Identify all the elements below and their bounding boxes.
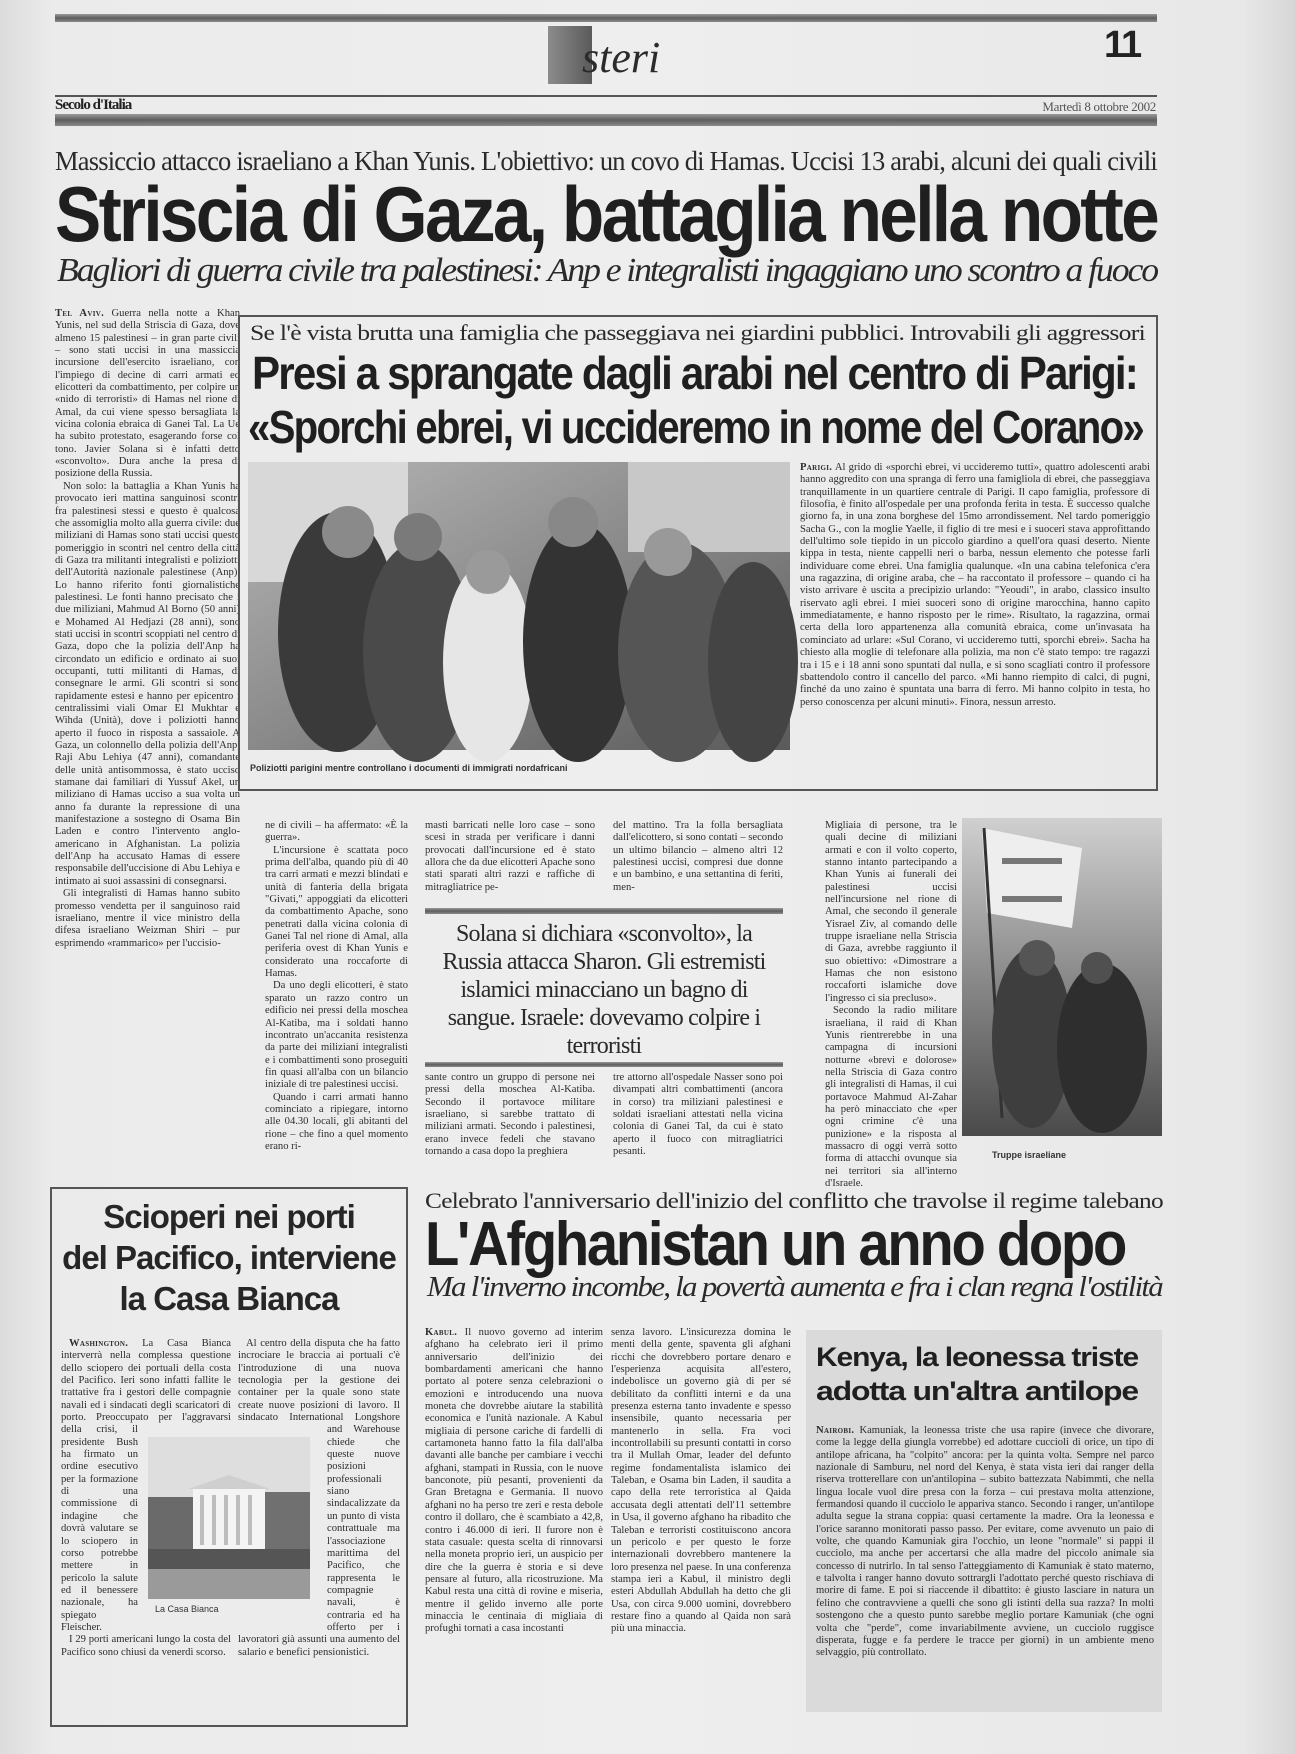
pull-quote: Solana si dichiara «sconvolto», la Russia attacca Sharon. Gli estremisti islamici minacciano un bagno di sangue. Israele: dovevamo colpire i terroristi bbox=[442, 921, 766, 1059]
paragraph: L'incursione è scattata poco prima dell'alba, quando più di 40 tra carri armati e mezzi blindati e unità di fanteria della brigata "Givati," appoggiati da elicotteri da combattimento Apache, sono penetrati dalla vicina colonia di Ganei Tal nel rione di Amal, alla periferia ovest di Khan Yunis e considerato una roccaforte di Hamas. bbox=[265, 844, 408, 980]
paris-photo-caption: Poliziotti parigini mentre controllano i documenti di immigrati nordafricani bbox=[250, 763, 568, 773]
paragraph: sante contro un gruppo di persone nei pressi della moschea Al-Katiba. Secondo il portavoce militare israeliano, si sarebbe trattato di miliziani armati. Secondo i palestinesi, erano invece fedeli che stavano tornando a casa dopo la preghiera bbox=[425, 1072, 595, 1158]
main-story-column-4-top bbox=[613, 820, 783, 896]
issue-date: Martedì 8 ottobre 2002 bbox=[1042, 99, 1156, 114]
washington-headline-line: la Casa Bianca bbox=[119, 1280, 339, 1317]
dateline: Washington. bbox=[69, 1338, 129, 1349]
pull-quote-bottom-bar bbox=[425, 1062, 783, 1067]
main-story-column-4-bottom bbox=[613, 1072, 783, 1166]
paragraph: Secondo la radio militare israeliana, il raid di Khan Yunis rientrerebbe in una campagna di incursioni notturne «brevi e dolorose» nella Striscia di Gaza contro gli integralisti di Hamas, il cui portavoce Mahmud Al-Zahar ha però minacciato che «per ogni crimine c'è una punizione» e la risposta al massacro di oggi verrà sotto forma di attacchi ovunque sia nei territori sia all'interno d'Israele. bbox=[825, 1005, 957, 1189]
paragraph: Gli integralisti di Hamas hanno subito promesso vendetta per il sanguinoso raid israeliano, mentre il vice ministro della difesa israeliano Weizman Shiri – pur esprimendo «rammarico» per l'uccisio- bbox=[55, 888, 240, 949]
pull-quote-top-bar bbox=[425, 908, 783, 914]
photo-wrap-spacer bbox=[238, 1425, 327, 1632]
masthead-rule bbox=[55, 95, 1157, 97]
paragraph: La Casa Bianca interverrà nella complessa questione dello sciopero dei portuali della costa del Pacifico. Ieri sono infatti fallite le trattative fra i gestori delle compagnie navali ed i sindacati degli scaricatori di porto. Preoccupato per l'aggravarsi della crisi, il presidente Bush ha firmato un ordine esecutivo per la formazione di una commissione di indagine che dovrà valutare se lo sciopero in corso potrebbe mettere in pericolo la salute ed il benessere nazionale, ha spiegato Fleischer. bbox=[61, 1338, 231, 1633]
troops-photo-caption: Truppe israeliane bbox=[992, 1150, 1067, 1160]
paragraph: Quando i carri armati hanno cominciato a ripiegare, intorno alle 04.30 locali, gli abitanti del rione – che fino a quel momento erano ri- bbox=[265, 1091, 408, 1152]
paragraph: senza lavoro. L'insicurezza domina le menti della gente, spaventa gli afghani ricchi che dovrebbero portare denaro e l'esperienza acquisita all'estero, indebolisce un governo già di per sé debilitato da conflitti interni e da una presenza esterna tanto invadente e spesso insensibile, quanto necessaria per mantenerlo in sella. Fra voci incontrollabili su presunti contatti in corso tra il Mullah Omar, leader del defunto regime fondamentalista islamico dei Taleban, e Osama bin Laden, il saudita a capo della rete terroristica al Qaida accusata degli attentati dell'11 settembre in Usa, il governo afghano ha ribadito che Taleban e terroristi costituiscono ancora un pericolo e per questo le forze internazionali dovrebbero mantenere la loro presenza nel paese. In una conferenza stampa ieri a Kabul, il ministro degli esteri Abdullah Abdullah ha detto che gli Usa, con circa 9.000 uomini, dovrebbero restare fino a quando al Qaida non sarà più una minaccia. bbox=[611, 1327, 791, 1635]
paragraph: del mattino. Tra la folla bersagliata dall'elicottero, si sono contati – secondo un ultimo bilancio – almeno altri 12 palestinesi uccisi, compresi due donne e un bambino, e una settantina di feriti, men- bbox=[613, 820, 783, 893]
afghan-subhead: Ma l'inverno incombe, la povertà aumenta e fra i clan regna l'ostilità bbox=[427, 1272, 1162, 1303]
paris-police-photo bbox=[248, 462, 790, 750]
paragraph: Guerra nella notte a Khan Yunis, nel sud della Striscia di Gaza, dove almeno 15 palestinesi – in gran parte civili – sono stati uccisi in una massiccia incursione dell'esercito israeliano, con l'impiego di decine di carri armati ed elicotteri da combattimento, per colpire un «nido di terroristi» di Hamas nel rione di Amal, da cui viene spesso bersagliata la vicina colonia ebraica di Ganei Tal. La Ue ha subito protestato, esagerando forse col tono. Javier Solana si è infatti detto «sconvolto». Dura anche la presa di posizione della Russia. bbox=[55, 308, 240, 480]
paragraph: masti barricati nelle loro case – sono scesi in strada per verificare i danni provocati dall'incursione ed è stato allora che da due elicotteri Apache sono stati sparati altri razzi e raffiche di mitragliatrice pe- bbox=[425, 820, 595, 893]
paragraph: ne di civili – ha affermato: «È la guerra». bbox=[265, 820, 408, 844]
main-story-column-5 bbox=[825, 820, 957, 1189]
dateline: Tel Aviv. bbox=[55, 308, 105, 319]
paris-headline-line-2: «Sporchi ebrei, vi uccideremo in nome del Corano» bbox=[248, 401, 1143, 453]
main-headline: Striscia di Gaza, battaglia nella notte bbox=[55, 170, 1157, 258]
main-story-column-3-bottom bbox=[425, 1072, 595, 1166]
main-story-column-3-top bbox=[425, 820, 595, 896]
dateline: Nairobi. bbox=[816, 1425, 855, 1436]
main-story-column-2 bbox=[265, 820, 408, 1166]
afghan-headline: L'Afghanistan un anno dopo bbox=[425, 1210, 1125, 1279]
kenya-story-body bbox=[816, 1425, 1154, 1705]
main-story-column-1 bbox=[55, 308, 240, 1166]
dateline: Kabul. bbox=[425, 1327, 458, 1338]
top-rule bbox=[55, 14, 1157, 22]
main-kicker: Massiccio attacco israeliano a Khan Yunis. L'obiettivo: un covo di Hamas. Uccisi 13 arabi, alcuni dei quali civili bbox=[55, 146, 1157, 176]
paragraph: tre attorno all'ospedale Nasser sono poi divampati altri combattimenti (ancora in corso) tra miliziani palestinesi e soldati israeliani attestati nella vicina colonia di Ganei Tal, da cui è stato aperto il fuoco con mitragliatrici pesanti. bbox=[613, 1072, 783, 1158]
paris-kicker: Se l'è vista brutta una famiglia che passeggiava nei giardini pubblici. Introvabili gli aggressori bbox=[250, 320, 1145, 345]
washington-headline-line: del Pacifico, interviene bbox=[62, 1239, 396, 1276]
paragraph: Migliaia di persone, tra le quali decine di miliziani armati e con il volto coperto, stanno intanto partecipando a Khan Yunis ai funerali dei palestinesi uccisi nell'incursione nel rione di Amal, che secondo il generale Yisrael Ziv, al comando delle truppe israeliane nella Striscia di Gaza, avrebbe raggiunto il suo obiettivo: «Dimostrare a Hamas che non esistono roccaforti islamiche dove l'ingresso ci sia precluso». bbox=[825, 820, 957, 1004]
paragraph: Al centro della disputa che ha fatto incrociare le braccia ai portuali c'è l'introduzione di una nuova tecnologia per la gestione dei container per la quale sono state create nuove posizioni di lavoro. Il sindacato International Longshore and Warehouse chiede che queste nuove posizioni professionali siano sindacalizzate da un punto di vista contrattuale ma l'associazione marittima del Pacifico, che rappresenta le compagnie navali, è contraria ed ha offerto per i lavoratori già assunti una aumento del salario e benefici pensionistici. bbox=[238, 1338, 400, 1658]
page-number: 11 bbox=[1104, 24, 1141, 66]
kenya-headline-line-1: Kenya, la leonessa triste bbox=[816, 1342, 1138, 1372]
paris-story-body bbox=[800, 462, 1150, 784]
kenya-headline-line-2: adotta un'altra antilope bbox=[816, 1376, 1138, 1406]
paragraph: Da uno degli elicotteri, è stato sparato un razzo contro un edificio nei pressi della moschea Al-Katiba, ma i soldati hanno incontrato un'accanita resistenza da parte dei miliziani integralisti e i combattimenti sono proseguiti fin quasi all'alba con un bilancio iniziale di tre palestinesi uccisi. bbox=[265, 980, 408, 1091]
paragraph: I 29 porti americani lungo la costa del Pacifico sono chiusi da venerdì scorso. bbox=[61, 1634, 231, 1658]
washington-column-1 bbox=[61, 1338, 231, 1659]
afghan-column-1 bbox=[425, 1327, 603, 1735]
section-rest: steri bbox=[582, 33, 661, 82]
masthead-bottom-bar bbox=[55, 114, 1157, 126]
afghan-column-2 bbox=[611, 1327, 791, 1735]
paragraph: Al grido di «sporchi ebrei, vi uccideremo tutti», quattro adolescenti arabi hanno aggredito con una spranga di ferro una famigliola di ebrei, che passeggiava tranquillamente in un quartiere centrale di Parigi. Il capo famiglia, professore di filosofia, è finito all'ospedale per una profonda ferita in testa. È successo qualche giorno fa, in una zona borghese del 15mo arrondissement. Nel tardo pomeriggio Sacha G., con la moglie Yaelle, il figlio di tre mesi e i suoceri stava approfittando dell'ultimo sole tiepido in un piccolo giardino a quell'ora quasi deserto. Niente kippa in testa, niente cappelli neri o barba, nessun elemento che potesse farli individuare come ebrei. Una famiglia qualunque. «In una cabina telefonica c'era una ragazzina, di origine araba, che – ha raccontato il professore – quando ci ha visto arrivare è uscita a precipizio urlando: "Yeoudi", in arabo, classico insulto riservato agli ebrei. I miei suoceri sono di origine marocchina, hanno capito immediatamente, e hanno risposto per le rime». Risultato, la ragazzina, ormai certa della loro appartenenza alla comunità ebraica, come un'invasata ha cominciato ad urlare: «Sul Corano, vi uccideremo tutti, sporchi ebrei». Sacha ha chiesto alla moglie di telefonare alla polizia, ma non c'è stato tempo: tre ragazzi tra i 15 e i 18 anni sono spuntati dal nulla, e si sono scagliati contro il professore sbattendolo contro il cancello del parco. «Mi hanno riempito di calci, di pugni, finché da uno zaino è spuntata una barra di ferro. Mi hanno colpito in testa, ho perso conoscenza per alcuni minuti». Finora, nessun arresto. bbox=[800, 462, 1150, 708]
paragraph: Kamuniak, la leonessa triste che usa rapire (invece che divorare, come la legge della giungla vorrebbe) ed adottare cuccioli di orice, un tipo di antilope africana, ha "colpito" ancora: per la quinta volta. Sempre nel parco nazionale di Samburu, nel nord del Kenya, è stata vista ieri dai ranger della riserva trotterellare con un'antilopina – subito battezzata Nabimmti, che nella lingua locale vuol dire presa con la forza – cui prestava molta attenzione, fermandosi quando il cucciolo le appariva stanco. Secondo i ranger, un'antilope adulta segue la strana coppia: quasi certamente la madre. Ora la leonessa e l'orice saranno monitorati passo passo. Per evitare, come avvenuto un paio di volte, che quando Kamuniak gira l'occhio, un leone "normale" si pappi il cucciolo, ma anche per accertarsi che alla madre del piccolo animale sia concesso di nutrirlo. In tal senso l'atteggiamento di Kamuniak è stato materno, e talvolta i ranger hanno dovuto sottrargli l'adottato perché questo rischiava di morire di fame. E poi si riaccende il dibattito: è giusto lasciare in natura un felino che contravviene a quelli che sono gli istinti della sua razza? In molti sostengono che a questo punto sarebbe meglio portare Kamuniak (che ogni volta che "perde", come invariabilmente avviene, un cucciolo ruggisce disperata, fugge e fa perdere le tracce per giorni) in un ambiente meno selvaggio, più controllato. bbox=[816, 1425, 1154, 1659]
main-subhead: Bagliori di guerra civile tra palestinesi: Anp e integralisti ingaggiano uno scontro a fuoco bbox=[57, 252, 1157, 289]
white-house-caption: La Casa Bianca bbox=[155, 1604, 219, 1614]
photo-wrap-spacer bbox=[138, 1425, 231, 1632]
paragraph: Il nuovo governo ad interim afghano ha celebrato ieri il primo anniversario dell'inizio dei bombardamenti americani che hanno portato al potere senza celebrazioni o emozioni e introducendo una nuova moneta che dovrebbe aiutare la stabilità economica e l'unità nazionale. A Kabul migliaia di persone cariche di fardelli di cartamoneta hanno fatto la fila dall'alba davanti alle banche per cambiare i vecchi afghani, stampati in Russia, con le nuove banconote, più pesanti, provenienti da Gran Bretagna e Germania. Il nuovo afghani no ha perso tre zeri e resta debole contro il dollaro, che è scambiato a 42,8, contro i 46.000 di ieri. Il furore non è stata casuale: questa scelta di rinnovarsi nella moneta proprio ieri, un auspicio per dire che la guerra è storia e si deve pensare al futuro, alla ricostruzione. Ma Kabul resta una città di rovine e miseria, mentre il gelido inverno alle porte minaccia le centinaia di migliaia di profughi tornati a casa incostanti bbox=[425, 1327, 604, 1635]
newspaper-name: Secolo d'Italia bbox=[55, 97, 132, 113]
israeli-troops-photo bbox=[962, 818, 1162, 1136]
paragraph: Non solo: la battaglia a Khan Yunis ha provocato ieri mattina sanguinosi scontri fra palestinesi stessi e questo è qualcosa che assomiglia molto alla guerra civile: due miliziani di Hamas sono stati uccisi questo pomeriggio in scontri nel centro della città di Gaza tra militanti integralisti e poliziotti dell'Autorità nazionale palestinese (Anp). Lo hanno riferito fonti giornalistiche palestinesi. Le fonti hanno precisato che i due miliziani, Mahmud Al Borno (50 anni) e Mohamed Al Hedjazi (28 anni), sono stati uccisi in scontri scoppiati nel centro di Gaza, dopo che la polizia dell'Anp ha circondato un edificio e ordinato ai suoi occupanti, tutti militanti di Hamas, di consegnare le armi. Gli scontri si sono rapidamente estesi e hanno per epicentro i centralissimi viali Omar El Mukhtar e Wihda (Unità), dove i poliziotti hanno aperto il fuoco in risposta a sassaiole. A Gaza, un colonnello della polizia dell'Anp, Raji Abu Lehiya (47 anni), comandante delle unità antisommossa, è stato ucciso stamane dai familiari di Yussuf Akel, un miliziano di Hamas ucciso a sua volta un anno fa durante la repressione di una manifestazione a sostegno di Osama Bin Laden e contro l'intervento anglo-americano in Afghanistan. La polizia dell'Anp ha accusato Hamas di essere responsabile dell'uccisione di Abu Lehiya e intimato ai suoi assassini di consegnarsi. bbox=[55, 480, 240, 887]
washington-headline bbox=[55, 1196, 403, 1319]
dateline: Parigi. bbox=[800, 462, 833, 473]
washington-headline-line: Scioperi nei porti bbox=[103, 1198, 355, 1235]
washington-column-2 bbox=[238, 1338, 400, 1659]
afghan-kicker: Celebrato l'anniversario dell'inizio del conflitto che travolse il regime talebano bbox=[425, 1188, 1163, 1213]
paris-headline-line-1: Presi a sprangate dagli arabi nel centro di Parigi: bbox=[252, 347, 1137, 399]
